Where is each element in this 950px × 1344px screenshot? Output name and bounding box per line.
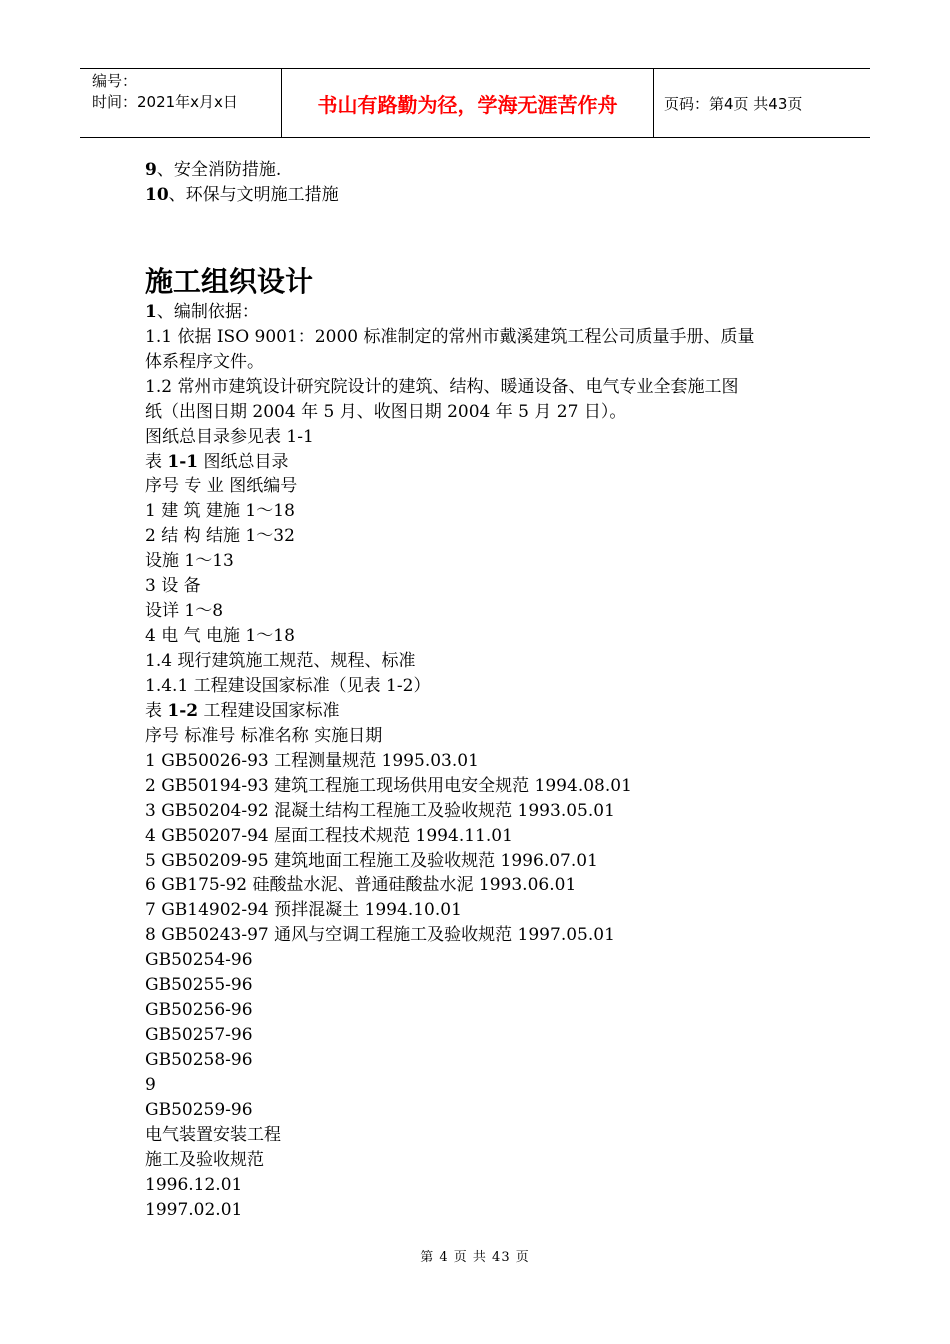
text-line: 1.4.1 工程建设国家标准（见表 1-2） [145,675,431,696]
text-line: 3 GB50204-92 混凝土结构工程施工及验收规范 1993.05.01 [145,800,615,821]
text-line: 图纸总目录参见表 1-1 [145,426,314,447]
paragraph-group-drawings [145,474,845,698]
text-line: 序号 专 业 图纸编号 [145,476,298,497]
text-line: 1997.02.01 [145,1199,243,1220]
subsection-heading: 1、编制依据： [145,301,259,322]
document-body [145,158,845,1223]
text-line: 1996.12.01 [145,1174,243,1195]
text-line: 1 建 筑 建施 1～18 [145,501,295,522]
spacer [145,208,845,261]
text-line: 序号 标准号 标准名称 实施日期 [145,725,383,746]
text-line: 5 GB50209-95 建筑地面工程施工及验收规范 1996.07.01 [145,850,598,871]
document-time-label: 时间：2021年x月x日 [92,93,238,111]
section-title: 施工组织设计 [145,264,314,298]
intro-item: 9、安全消防措施. [145,160,282,180]
document-code-label: 编号： [92,72,138,90]
header-meta [80,69,282,137]
text-line: 1.2 常州市建筑设计研究院设计的建筑、结构、暖通设备、电气专业全套施工图 [145,376,739,397]
header-page-info: 页码：第4页 共43页 [664,94,803,113]
table-title: 表 1-2 工程建设国家标准 [145,700,340,721]
text-line: 4 GB50207-94 屋面工程技术规范 1994.11.01 [145,825,513,846]
header-motto: 书山有路勤为径，学海无涯苦作舟 [282,69,654,137]
paragraph-group-standards [145,724,845,1223]
text-line: 纸（出图日期 2004 年 5 月、收图日期 2004 年 5 月 27 日）。 [145,401,627,422]
text-line: 6 GB175-92 硅酸盐水泥、普通硅酸盐水泥 1993.06.01 [145,875,577,896]
table-title: 表 1-1 图纸总目录 [145,451,289,472]
page-header [80,68,870,138]
text-line: 2 GB50194-93 建筑工程施工现场供用电安全规范 1994.08.01 [145,775,632,796]
text-line: 1.4 现行建筑施工规范、规程、标准 [145,651,416,671]
text-line: 4 电 气 电施 1～18 [145,626,295,647]
text-line: 3 设 备 [145,576,201,597]
text-line: GB50256-96 [145,1000,253,1021]
text-line: GB50255-96 [145,975,253,996]
page-footer: 第 4 页 共 43 页 [420,1250,530,1265]
text-line: 施工及验收规范 [145,1149,264,1170]
text-line: GB50258-96 [145,1050,253,1070]
text-line: 1 GB50026-93 工程测量规范 1995.03.01 [145,750,479,771]
text-line: 体系程序文件。 [145,351,264,372]
text-line: GB50254-96 [145,950,253,971]
text-line: GB50259-96 [145,1099,253,1120]
text-line: 1.1 依据 ISO 9001：2000 标准制定的常州市戴溪建筑工程公司质量手册、质量 [145,326,755,347]
intro-item: 10、环保与文明施工措施 [145,184,339,205]
text-line: 设施 1～13 [145,551,234,572]
text-line: 7 GB14902-94 预拌混凝土 1994.10.01 [145,900,462,921]
text-line: 设详 1～8 [145,601,224,622]
text-line: 电气装置安装工程 [145,1124,281,1145]
text-line: 9 [145,1074,156,1095]
text-line: 2 结 构 结施 1～32 [145,526,295,547]
text-line: GB50257-96 [145,1025,253,1046]
paragraph-group-basis [145,325,845,450]
text-line: 8 GB50243-97 通风与空调工程施工及验收规范 1997.05.01 [145,925,615,946]
